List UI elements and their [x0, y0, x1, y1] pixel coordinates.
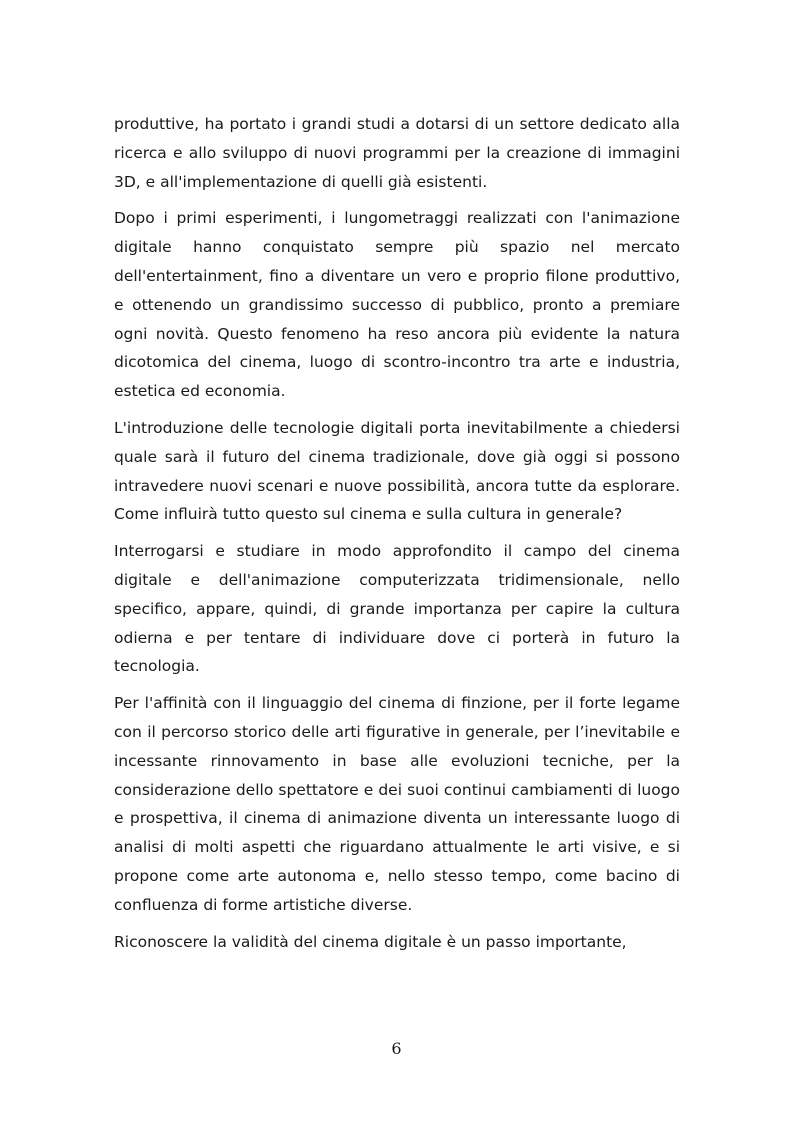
paragraph-2: Dopo i primi esperimenti, i lungometraggi realizzati con l'animazione digitale hanno conquistato sempre più spazio nel mercato dell'entertainment, fino a diventare un vero e proprio filone produttivo, e ottenendo un grandissimo successo di pubblico, pronto a premiare ogni novità. Questo fenomeno ha reso ancora più evidente la natura dicotomica del cinema, luogo di scontro-incontro tra arte e industria, estetica ed economia.: [114, 209, 680, 401]
paragraph-6: Riconoscere la validità del cinema digitale è un passo importante,: [114, 932, 627, 951]
page-number: 6: [391, 1039, 402, 1058]
paragraph-3: L'introduzione delle tecnologie digitali porta inevitabilmente a chiedersi quale sarà il futuro del cinema tradizionale, dove già oggi si possono intravedere nuovi scenari e nuove possibilità, ancora tutte da esplorare. Come influirà tutto questo sul cinema e sulla cultura in generale?: [114, 418, 680, 524]
paragraph-5: Per l'affinità con il linguaggio del cinema di finzione, per il forte legame con il percorso storico delle arti figurative in generale, per l’inevitabile e incessante rinnovamento in base alle evoluzioni tecniche, per la considerazione dello spettatore e dei suoi continui cambiamenti di luogo e prospettiva, il cinema di animazione diventa un interessante luogo di analisi di molti aspetti che riguardano attualmente le arti visive, e si propone come arte autonoma e, nello stesso tempo, come bacino di confluenza di forme artistiche diverse.: [114, 694, 680, 914]
body-text: [114, 110, 680, 956]
paragraph-4: Interrogarsi e studiare in modo approfondito il campo del cinema digitale e dell'animazione computerizzata tridimensionale, nello specifico, appare, quindi, di grande importanza per capire la cultura odierna e per tentare di individuare dove ci porterà in futuro la tecnologia.: [114, 542, 680, 676]
paragraph-1: produttive, ha portato i grandi studi a dotarsi di un settore dedicato alla ricerca e allo sviluppo di nuovi programmi per la creazione di immagini 3D, e all'implementazione di quelli già esistenti.: [114, 115, 680, 191]
